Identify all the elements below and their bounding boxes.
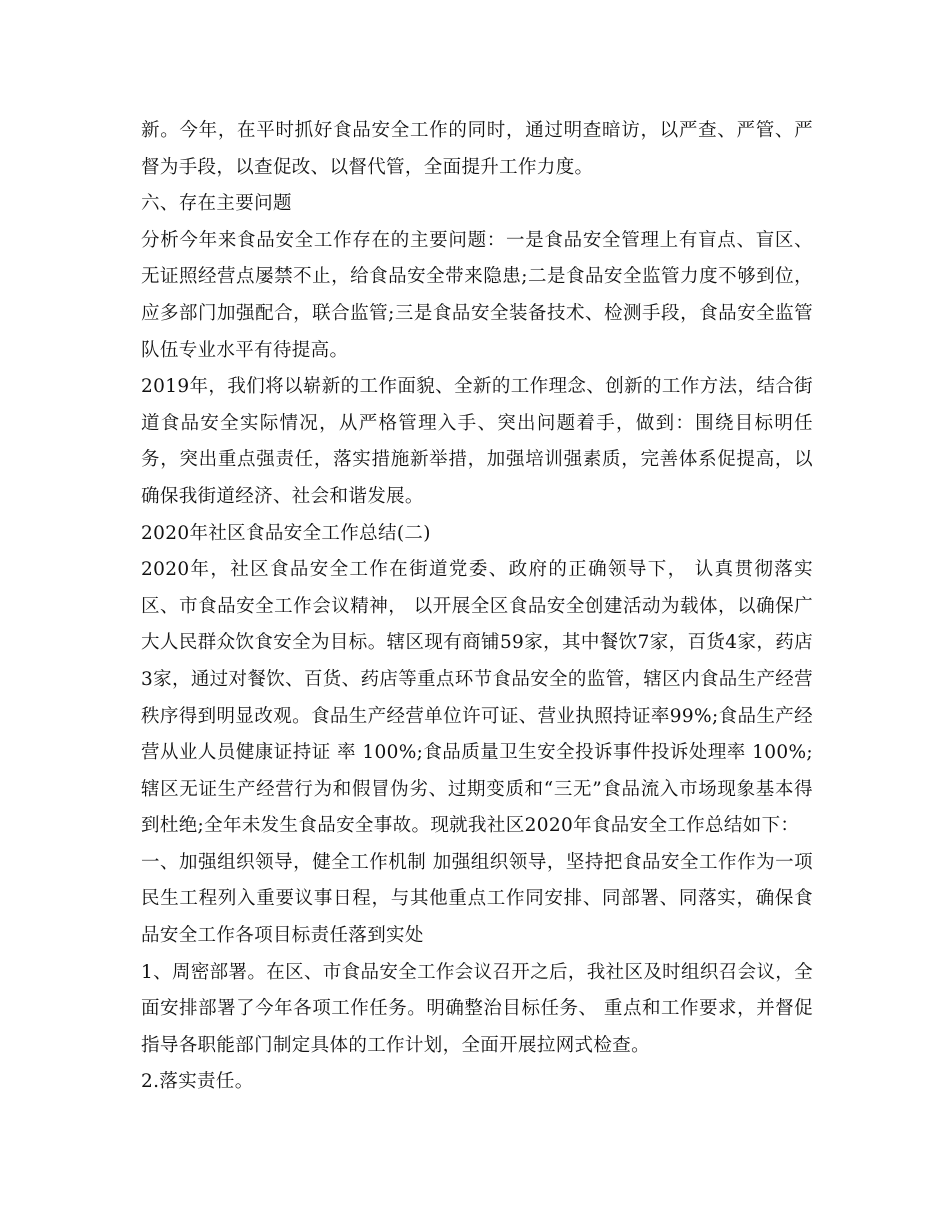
paragraph-problems-analysis: 分析今年来食品安全工作存在的主要问题：一是食品安全管理上有盲点、盲区、无证照经营点屡禁不止，给食品安全带来隐患;二是食品安全监管力度不够到位，应多部门加强配合，联合监管;三是食品安全装备技术、检测手段，食品安全监管队伍专业水平有待提高。 xyxy=(141,229,813,361)
heading-main-problems: 六、存在主要问题 xyxy=(141,193,292,215)
paragraph-item-two: 2.落实责任。 xyxy=(141,1071,254,1093)
paragraph-section-one: 一、加强组织领导，健全工作机制 加强组织领导，坚持把食品安全工作作为一项民生工程列入重要议事日程，与其他重点工作同安排、同部署、同落实，确保食品安全工作各项目标责任落到实处 xyxy=(141,851,813,947)
heading-summary-part-two: 2020年社区食品安全工作总结(二) xyxy=(141,522,431,544)
document-body xyxy=(141,113,813,1101)
paragraph-item-one: 1、周密部署。在区、市食品安全工作会议召开之后，我社区及时组织召会议，全面安排部署了今年各项工作任务。明确整治目标任务、 重点和工作要求，并督促指导各职能部门制定具体的工作计划，全面开展拉网式检查。 xyxy=(141,961,813,1056)
paragraph-2019-plan: 2019年，我们将以崭新的工作面貌、全新的工作理念、创新的工作方法，结合街道食品安全实际情况，从严格管理入手、突出问题着手，做到：围绕目标明任务，突出重点强责任，落实措施新举措，加强培训强素质，完善体系促提高，以确保我街道经济、社会和谐发展。 xyxy=(141,376,813,507)
paragraph-continuation: 新。今年，在平时抓好食品安全工作的同时，通过明查暗访，以严查、严管、严督为手段，以查促改、以督代管，全面提升工作力度。 xyxy=(141,120,813,178)
paragraph-2020-overview: 2020年，社区食品安全工作在街道党委、政府的正确领导下， 认真贯彻落实区、市食品安全工作会议精神， 以开展全区食品安全创建活动为载体，以确保广大人民群众饮食安全为目标。辖区现有商铺59家，其中餐饮7家，百货4家，药店3家，通过对餐饮、百货、药店等重点环节食品安全的监管，辖区内食品生产经营秩序得到明显改观。食品生产经营单位许可证、营业执照持证率99%;食品生产经营从业人员健康证持证 率 100%;食品质量卫生安全投诉事件投诉处理率 100%;辖区无证生产经营行为和假冒伪劣、过期变质和“三无”食品流入市场现象基本得到杜绝;全年未发生食品安全事故。现就我社区2020年食品安全工作总结如下： xyxy=(141,559,813,837)
